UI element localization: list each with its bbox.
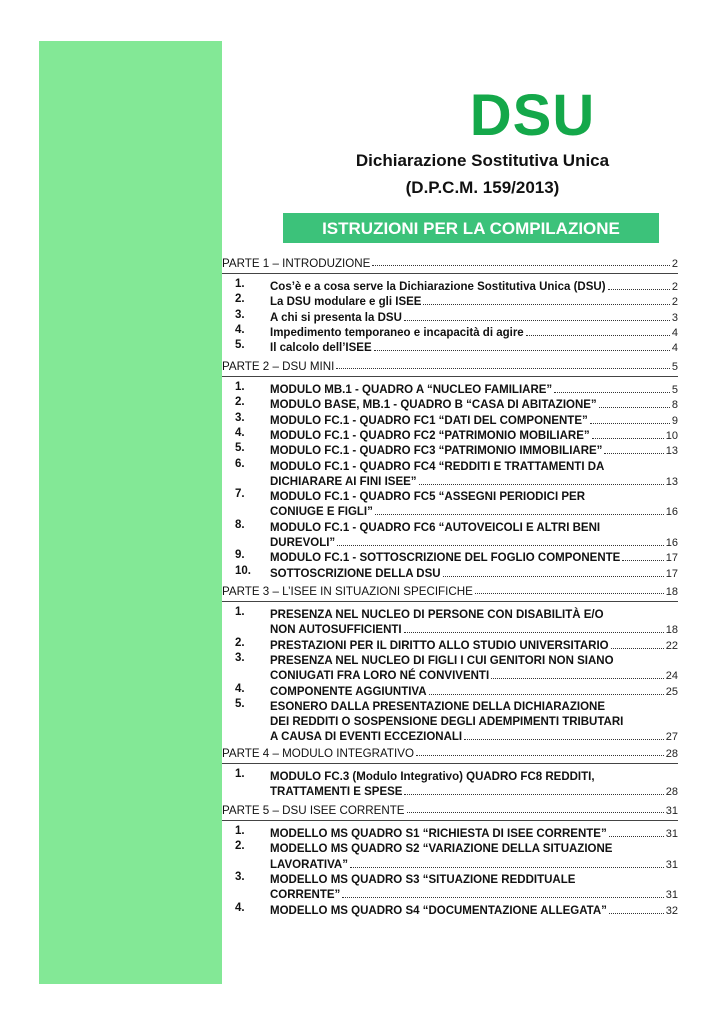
entry-number: 4. <box>235 901 245 914</box>
entry-line <box>270 871 678 886</box>
toc-part-2[interactable] <box>222 357 678 373</box>
page-number: 18 <box>665 624 678 637</box>
entry-text: MODELLO MS QUADRO S1 “RICHIESTA DI ISEE CORRENTE” <box>270 828 607 840</box>
entry-text: La DSU modulare e gli ISEE <box>270 296 422 309</box>
entry-number: 1. <box>235 381 245 393</box>
section-rule <box>222 820 678 821</box>
entry-line <box>270 565 678 580</box>
dot-leader <box>611 648 664 649</box>
entry-line <box>270 783 678 798</box>
page-number: 31 <box>665 889 678 902</box>
part-title: PARTE 3 – L’ISEE IN SITUAZIONI SPECIFICHE <box>222 585 473 598</box>
entry-number: 1. <box>235 278 245 290</box>
entry-text: MODULO FC.1 - SOTTOSCRIZIONE DEL FOGLIO COMPONENTE <box>270 552 621 565</box>
entry-text: MODULO FC.1 - QUADRO FC4 “REDDITI E TRATTAMENTI DA <box>270 460 605 473</box>
entry-number: 1. <box>235 825 245 837</box>
entry-text: TRATTAMENTI E SPESE <box>270 786 403 799</box>
entry-text: NON AUTOSUFFICIENTI <box>270 624 402 637</box>
page-number: 5 <box>671 361 678 373</box>
dot-leader <box>599 407 670 408</box>
entry-text: PRESENZA NEL NUCLEO DI PERSONE CON DISABILITÀ E/O <box>270 609 604 621</box>
entry-line <box>270 412 678 427</box>
entry-number: 5. <box>235 442 245 455</box>
page-number: 28 <box>665 786 678 799</box>
entry-line <box>270 667 678 682</box>
dot-leader <box>423 304 669 305</box>
dot-leader <box>350 867 664 868</box>
entry-line <box>270 396 678 411</box>
section-rule <box>222 273 678 274</box>
page-number: 24 <box>665 670 678 683</box>
page-number: 13 <box>665 445 678 458</box>
page-number: 5 <box>671 384 678 396</box>
part-title: PARTE 2 – DSU MINI <box>222 360 335 373</box>
entry-text: Il calcolo dell’ISEE <box>270 342 372 355</box>
entry-line <box>270 427 678 442</box>
entry-line <box>270 652 678 667</box>
entry-line <box>270 902 678 917</box>
entry-text: CONIUGE E FIGLI” <box>270 506 373 519</box>
entry-text: ESONERO DALLA PRESENTAZIONE DELLA DICHIARAZIONE <box>270 700 605 713</box>
entry-number: 3. <box>235 870 245 883</box>
entry-number: 4. <box>235 682 245 695</box>
subtitle-line-1: Dichiarazione Sostitutiva Unica <box>355 151 610 170</box>
dot-leader <box>609 913 664 914</box>
entry-number: 2. <box>235 396 245 409</box>
entry-text: COMPONENTE AGGIUNTIVA <box>270 685 427 698</box>
part-title: PARTE 4 – MODULO INTEGRATIVO <box>222 747 414 760</box>
entry-line <box>270 309 678 324</box>
entry-number: 3. <box>235 411 245 424</box>
entry-line <box>270 458 678 473</box>
entry-text: MODULO FC.1 - QUADRO FC5 “ASSEGNI PERIODICI PER <box>270 491 585 504</box>
dot-leader <box>429 694 664 695</box>
toc-part-1[interactable] <box>222 254 678 270</box>
dot-leader <box>375 514 664 515</box>
toc-part-4[interactable] <box>222 744 678 760</box>
page-number: 31 <box>665 805 678 817</box>
toc-part-3[interactable] <box>222 582 678 598</box>
dot-leader <box>622 560 663 561</box>
page-number: 3 <box>671 311 678 324</box>
entry-line <box>270 473 678 488</box>
entry-line <box>270 637 678 652</box>
entry-text: MODULO BASE, MB.1 - QUADRO B “CASA DI ABITAZIONE” <box>270 399 597 412</box>
entry-line <box>270 856 678 871</box>
entry-text: PRESENZA NEL NUCLEO DI FIGLI I CUI GENITORI NON SIANO <box>270 654 614 667</box>
page-number: 31 <box>665 828 678 840</box>
dot-leader <box>604 453 663 454</box>
entry-text: MODULO FC.1 - QUADRO FC3 “PATRIMONIO IMMOBILIARE” <box>270 445 603 458</box>
page-number: 17 <box>665 552 678 565</box>
entry-line <box>270 713 678 728</box>
dot-leader <box>407 812 664 813</box>
page-number: 10 <box>665 429 678 442</box>
dot-leader <box>609 836 664 837</box>
page-number: 28 <box>665 748 678 760</box>
entry-number: 6. <box>235 457 245 470</box>
dot-leader <box>590 423 670 424</box>
dot-leader <box>554 392 670 393</box>
entry-number: 3. <box>235 308 245 321</box>
entry-text: MODULO MB.1 - QUADRO A “NUCLEO FAMILIARE” <box>270 384 553 396</box>
section-rule <box>222 763 678 764</box>
green-sidebar <box>39 41 222 984</box>
dot-leader <box>404 320 670 321</box>
entry-number: 4. <box>235 323 245 336</box>
dot-leader <box>337 545 664 546</box>
page-number: 16 <box>665 506 678 519</box>
entry-number: 1. <box>235 768 245 780</box>
entry-line <box>270 728 678 743</box>
page-number: 4 <box>671 342 678 355</box>
entry-text: A chi si presenta la DSU <box>270 311 402 324</box>
dot-leader <box>336 368 670 369</box>
dot-leader <box>608 289 670 290</box>
entry-text: MODULO FC.1 - QUADRO FC2 “PATRIMONIO MOBILIARE” <box>270 429 590 442</box>
entry-text: MODULO FC.1 - QUADRO FC6 “AUTOVEICOLI E ALTRI BENI <box>270 521 601 534</box>
page-number: 25 <box>665 685 678 698</box>
entry-line <box>270 534 678 549</box>
entry-number: 5. <box>235 697 245 710</box>
entry-line <box>270 840 678 855</box>
dot-leader <box>419 484 664 485</box>
entry-line <box>270 488 678 503</box>
dot-leader <box>464 739 664 740</box>
entry-line <box>270 621 678 636</box>
toc-part-5[interactable] <box>222 801 678 817</box>
page-number: 16 <box>665 536 678 549</box>
entry-line <box>270 886 678 901</box>
page-number: 9 <box>671 414 678 427</box>
entry-number: 10. <box>235 564 251 577</box>
dot-leader <box>416 755 664 756</box>
entry-number: 9. <box>235 549 245 562</box>
entry-text: Cos’è e a cosa serve la Dichiarazione Sostitutiva Unica (DSU) <box>270 281 606 293</box>
entry-text: DICHIARARE AI FINI ISEE” <box>270 475 417 488</box>
page-number: 4 <box>671 326 678 339</box>
page-number: 8 <box>671 399 678 412</box>
entry-number: 2. <box>235 293 245 306</box>
entry-text: MODELLO MS QUADRO S3 “SITUAZIONE REDDITUALE <box>270 873 576 886</box>
dot-leader <box>374 350 670 351</box>
entry-text: CONIUGATI FRA LORO NÉ CONVIVENTI <box>270 670 490 683</box>
entry-number: 5. <box>235 339 245 352</box>
entry-line <box>270 278 678 293</box>
dot-leader <box>372 265 669 266</box>
part-title: PARTE 5 – DSU ISEE CORRENTE <box>222 804 405 817</box>
entry-line <box>270 293 678 308</box>
entry-line <box>270 698 678 713</box>
entry-number: 2. <box>235 636 245 649</box>
dot-leader <box>443 576 664 577</box>
entry-text: Impedimento temporaneo e incapacità di agire <box>270 326 524 339</box>
entry-number: 8. <box>235 518 245 531</box>
entry-number: 3. <box>235 651 245 664</box>
page-number: 32 <box>665 904 678 917</box>
dot-leader <box>342 897 663 898</box>
entry-line <box>270 683 678 698</box>
part-title: PARTE 1 – INTRODUZIONE <box>222 257 371 270</box>
entry-line <box>270 503 678 518</box>
entry-line <box>270 768 678 783</box>
entry-line <box>270 549 678 564</box>
dot-leader <box>475 593 664 594</box>
document-title: DSU <box>469 83 596 148</box>
dot-leader <box>592 438 664 439</box>
subtitle-line-2: (D.P.C.M. 159/2013) <box>405 178 560 197</box>
section-rule <box>222 601 678 602</box>
entry-number: 1. <box>235 606 245 618</box>
entry-line <box>270 324 678 339</box>
entry-line <box>270 442 678 457</box>
page-number: 2 <box>671 258 678 270</box>
entry-text: CORRENTE” <box>270 889 341 902</box>
entry-text: MODELLO MS QUADRO S4 “DOCUMENTAZIONE ALLEGATA” <box>270 904 607 917</box>
page-number: 17 <box>665 567 678 580</box>
instructions-banner: ISTRUZIONI PER LA COMPILAZIONE <box>283 213 659 243</box>
entry-text: LAVORATIVA” <box>270 858 348 871</box>
page-number: 27 <box>665 731 678 744</box>
page-number: 2 <box>671 281 678 293</box>
entry-text: DUREVOLI” <box>270 536 336 549</box>
entry-line <box>270 825 678 840</box>
entry-text: DEI REDDITI O SOSPENSIONE DEGLI ADEMPIMENTI TRIBUTARI <box>270 716 624 729</box>
page-number: 18 <box>665 586 678 598</box>
entry-text: MODULO FC.1 - QUADRO FC1 “DATI DEL COMPONENTE” <box>270 414 588 427</box>
entry-number: 7. <box>235 488 245 501</box>
section-rule <box>222 376 678 377</box>
dot-leader <box>491 678 664 679</box>
page-number: 31 <box>665 858 678 871</box>
entry-text: MODULO FC.3 (Modulo Integrativo) QUADRO FC8 REDDITI, <box>270 771 595 783</box>
page-number: 2 <box>671 296 678 309</box>
entry-number: 2. <box>235 840 245 853</box>
entry-line <box>270 381 678 396</box>
page-number: 22 <box>665 639 678 652</box>
entry-text: A CAUSA DI EVENTI ECCEZIONALI <box>270 731 463 744</box>
entry-text: PRESTAZIONI PER IL DIRITTO ALLO STUDIO UNIVERSITARIO <box>270 639 609 652</box>
entry-text: MODELLO MS QUADRO S2 “VARIAZIONE DELLA SITUAZIONE <box>270 843 613 856</box>
page-number: 13 <box>665 475 678 488</box>
entry-number: 4. <box>235 426 245 439</box>
dot-leader <box>404 794 663 795</box>
entry-text: SOTTOSCRIZIONE DELLA DSU <box>270 567 441 580</box>
entry-line <box>270 519 678 534</box>
dot-leader <box>526 335 670 336</box>
entry-line <box>270 606 678 621</box>
entry-line <box>270 339 678 354</box>
dot-leader <box>404 632 664 633</box>
